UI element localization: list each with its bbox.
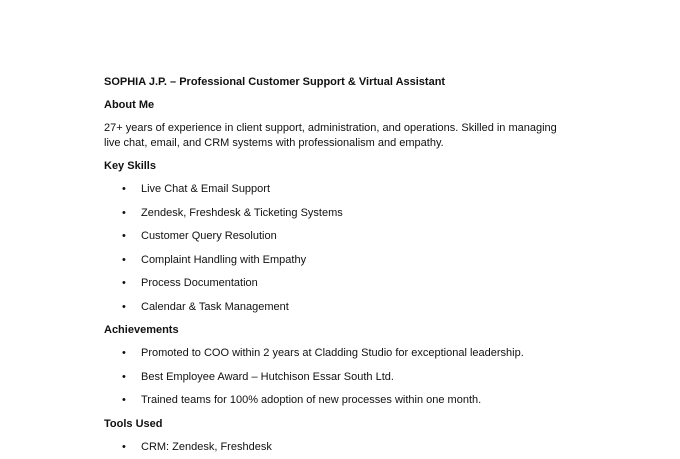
bullet-icon: • [122, 394, 126, 406]
list-item [104, 393, 574, 408]
bullet-icon: • [122, 277, 126, 289]
list-item [104, 370, 574, 385]
about-heading: About Me [104, 99, 155, 111]
tool-item: CRM: Zendesk, Freshdesk [141, 440, 272, 453]
about-text: 27+ years of experience in client support, administration, and operations. Skilled in managing live chat, email, and CRM systems with professionalism and empathy. [104, 122, 557, 149]
achievement-item: Best Employee Award – Hutchison Essar South Ltd. [141, 370, 394, 383]
document-body [104, 75, 574, 459]
bullet-icon: • [122, 206, 126, 219]
skill-item: Zendesk, Freshdesk & Ticketing Systems [141, 206, 343, 219]
list-item [104, 300, 574, 315]
tools-heading: Tools Used [104, 417, 163, 430]
skill-item: Live Chat & Email Support [141, 183, 271, 195]
achievements-list [104, 346, 574, 408]
skill-item: Calendar & Task Management [141, 300, 289, 313]
achievement-item: Promoted to COO within 2 years at Cladding Studio for exceptional leadership. [141, 347, 524, 359]
bullet-icon: • [122, 370, 126, 383]
list-item [104, 229, 574, 244]
list-item [104, 182, 574, 197]
skills-heading: Key Skills [104, 160, 156, 172]
bullet-icon: • [122, 253, 126, 266]
bullet-icon: • [122, 230, 126, 242]
skill-item: Process Documentation [141, 277, 258, 289]
document-title: SOPHIA J.P. – Professional Customer Support & Virtual Assistant [104, 76, 446, 88]
list-item [104, 206, 574, 221]
bullet-icon: • [122, 440, 126, 453]
skill-item: Customer Query Resolution [141, 230, 277, 242]
list-item [104, 440, 574, 455]
achievements-heading: Achievements [104, 324, 179, 336]
bullet-icon: • [122, 347, 126, 359]
bullet-icon: • [122, 300, 126, 313]
tools-list [104, 440, 574, 455]
achievement-item: Trained teams for 100% adoption of new processes within one month. [141, 394, 482, 406]
skill-item: Complaint Handling with Empathy [141, 253, 307, 266]
list-item [104, 253, 574, 268]
bullet-icon: • [122, 183, 126, 195]
list-item [104, 346, 574, 361]
list-item [104, 276, 574, 291]
skills-list [104, 182, 574, 315]
